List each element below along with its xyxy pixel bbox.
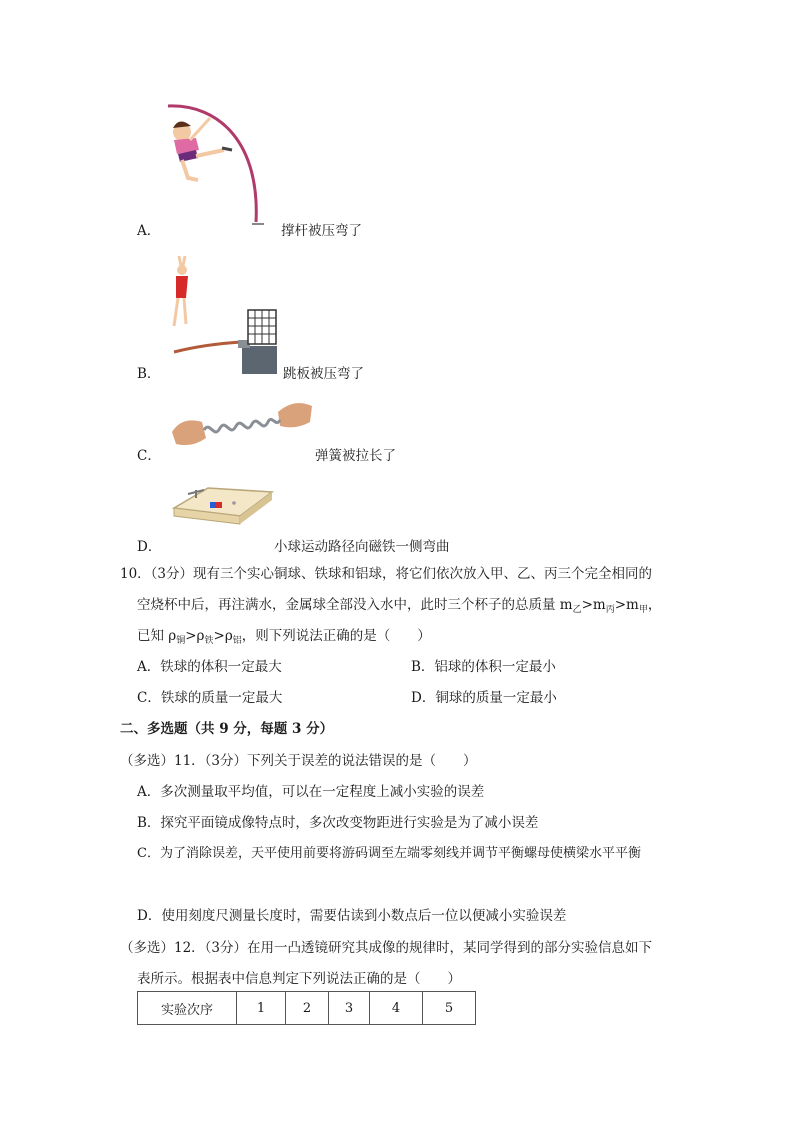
q11-stem: （多选）11．（3分）下列关于误差的说法错误的是（ ） — [120, 753, 477, 769]
gt-1: >m — [581, 597, 606, 613]
option-a-letter: A． — [137, 223, 161, 239]
sub-lv: 铝 — [232, 636, 242, 646]
table-header-cell: 实验次序 — [138, 992, 237, 1025]
q11-option-c: C．为了消除误差，天平使用前要将游码调至左端零刻线并调节平衡螺母使横梁水平平衡 — [137, 846, 641, 861]
q10-option-b: B．铝球的体积一定最小 — [411, 659, 556, 675]
q10-line1: 10．（3分）现有三个实心铜球、铁球和铝球，将它们依次放入甲、乙、丙三个完全相同的 — [120, 566, 653, 582]
table-header-cell: 4 — [370, 992, 423, 1025]
rho-aluminum: >ρ — [213, 628, 233, 644]
sub-tong: 铜 — [176, 636, 186, 646]
option-a-caption: 撑杆被压弯了 — [281, 223, 362, 239]
sub-jia: 甲 — [638, 605, 648, 615]
experiment-table — [137, 991, 476, 1025]
option-b-caption: 跳板被压弯了 — [283, 366, 364, 382]
q11-option-b: B．探究平面镜成像特点时，多次改变物距进行实验是为了减小误差 — [137, 815, 539, 831]
comma: ， — [647, 597, 662, 613]
q10-line3 — [137, 624, 431, 646]
q10-option-a: A．铁球的体积一定最大 — [137, 659, 282, 675]
q11-option-d: D．使用刻度尺测量长度时，需要估读到小数点后一位以便减小实验误差 — [137, 908, 567, 924]
q12-line1: （多选）12．（3分）在用一凸透镜研究其成像的规律时，某同学得到的部分实验信息如下 — [120, 940, 653, 956]
rho-copper: 已知 ρ — [137, 628, 177, 644]
pole-vault-figure — [160, 104, 270, 229]
diving-board-figure — [166, 252, 281, 374]
q10-line2-text: 空烧杯中后，再注满水，金属球全部没入水中，此时三个杯子的总质量 m — [137, 597, 573, 613]
sub-tie: 铁 — [204, 636, 214, 646]
option-c-letter: C． — [137, 448, 161, 464]
q12-line2: 表所示。根据表中信息判定下列说法正确的是（ ） — [137, 971, 461, 987]
option-d-caption: 小球运动路径向磁铁一侧弯曲 — [274, 539, 450, 555]
table-header-cell: 2 — [286, 992, 329, 1025]
option-b-letter: B． — [137, 366, 161, 382]
sub-yi: 乙 — [572, 605, 582, 615]
option-d-letter: D． — [137, 539, 162, 555]
table-header-cell: 3 — [329, 992, 370, 1025]
q10-option-c: C．铁球的质量一定最大 — [137, 690, 283, 706]
ball-magnet-figure — [168, 478, 278, 528]
q10-option-d: D．铜球的质量一定最小 — [411, 690, 557, 706]
section-heading: 二、多选题（共 9 分，每题 3 分） — [120, 721, 334, 737]
rho-iron: >ρ — [185, 628, 205, 644]
table-header-cell: 1 — [237, 992, 286, 1025]
sub-bing: 丙 — [605, 605, 615, 615]
table-header-cell: 5 — [423, 992, 476, 1025]
q10-ask: ，则下列说法正确的是（ ） — [241, 628, 431, 644]
gt-2: >m — [614, 597, 639, 613]
option-c-caption: 弹簧被拉长了 — [315, 448, 396, 464]
q11-option-a: A．多次测量取平均值，可以在一定程度上减小实验的误差 — [137, 784, 485, 800]
spring-stretched-figure — [170, 398, 315, 456]
q10-line2 — [137, 593, 661, 615]
table-row — [138, 992, 476, 1025]
